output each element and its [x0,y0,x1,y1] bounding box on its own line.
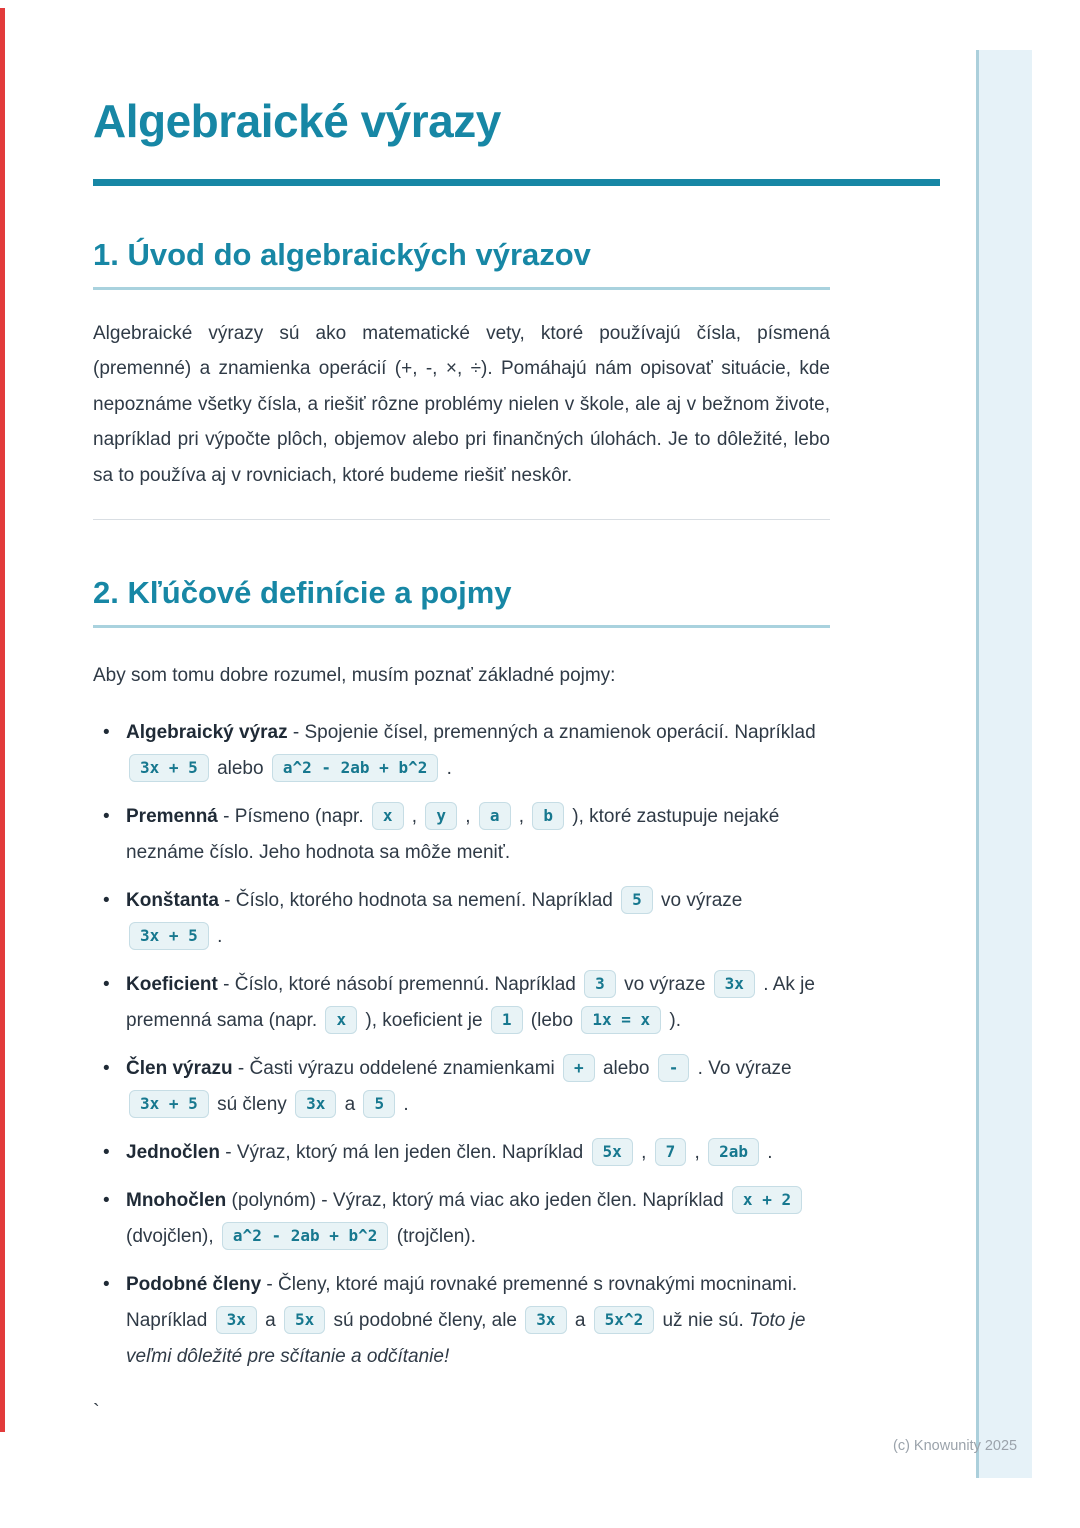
section-divider [93,519,830,520]
list-item [93,883,830,955]
segment-text: - Časti výrazu oddelené znamienkami [232,1058,561,1080]
segment-text: a [569,1310,591,1332]
code-chip: 5x [592,1138,633,1166]
segment-text: sú členy [211,1094,293,1116]
list-item [93,1267,830,1375]
segment-term: Premenná [126,806,218,828]
list-item [93,799,830,871]
list-item [93,967,830,1039]
segment-text: , [689,1142,706,1164]
list-item [93,1135,830,1171]
segment-italic: Toto je veľmi dôležité pre sčítanie a odčítanie! [126,1310,806,1368]
definitions-list [93,715,830,1375]
section-heading-1: 1. Úvod do algebraických výrazov [93,236,830,290]
segment-text: ). [664,1010,682,1032]
segment-text: . [441,758,452,780]
segment-text: , [460,806,476,828]
code-chip: 5x^2 [594,1306,655,1334]
segment-text: ), ktoré zastupuje nejaké neznáme číslo. Jeho hodnota sa môže meniť. [126,806,780,864]
definitions-intro: Aby som tomu dobre rozumel, musím poznať základné pojmy: [93,665,616,687]
code-chip: 3x [216,1306,257,1334]
segment-text: (trojčlen). [391,1226,476,1248]
list-item [93,1183,830,1255]
code-chip: 3x + 5 [129,1090,209,1118]
segment-text: - Číslo, ktorého hodnota sa nemení. Napríklad [218,890,619,912]
segment-text: - Spojenie čísel, premenných a znamienok operácií. Napríklad [287,722,816,744]
segment-text: (polynóm) - Výraz, ktorý má viac ako jeden člen. Napríklad [226,1190,729,1212]
segment-term: Podobné členy [126,1274,262,1296]
segment-text: , [406,806,423,828]
code-chip: 3x [295,1090,336,1118]
code-chip: x + 2 [732,1186,802,1214]
code-chip: - [658,1054,690,1082]
document-content [93,0,830,1424]
segment-text: (dvojčlen), [126,1226,219,1248]
code-chip: x [372,802,404,830]
code-chip: a^2 - 2ab + b^2 [272,754,439,782]
code-chip: 5 [621,886,653,914]
section-heading-2: 2. Kľúčové definície a pojmy [93,574,830,628]
stray-backtick: ` [93,1401,100,1424]
code-chip: b [532,802,564,830]
title-rule [93,179,940,186]
segment-text: a [259,1310,281,1332]
segment-text: alebo [597,1058,655,1080]
code-chip: 3x + 5 [129,922,209,950]
list-item [93,1051,830,1123]
code-chip: 3x [525,1306,566,1334]
segment-text: alebo [211,758,269,780]
segment-text: , [513,806,530,828]
segment-text: sú podobné členy, ale [328,1310,523,1332]
code-chip: 7 [655,1138,687,1166]
code-chip: 2ab [708,1138,759,1166]
segment-text: už nie sú. [657,1310,750,1332]
segment-text: - Písmeno (napr. [217,806,369,828]
segment-term: Jednočlen [126,1142,220,1164]
segment-text: ), koeficient je [360,1010,488,1032]
segment-text: - Členy, ktoré majú rovnaké premenné s rovnakými mocninami. Napríklad [126,1274,798,1332]
segment-text: vo výraze [655,890,743,912]
segment-text: vo výraze [618,974,711,996]
segment-text: - Číslo, ktoré násobí premennú. Napríklad [217,974,582,996]
segment-term: Mnohočlen [126,1190,227,1212]
intro-paragraph: Algebraické výrazy sú ako matematické vety, ktoré používajú čísla, písmená (premenné) a znamienka operácií (+, -, ×, ÷). Pomáhajú nám opisovať situácie, kde nepoznáme všetky čísla, a riešiť rôzne problémy nielen v škole, ale aj v bežnom živote, napríklad pri výpočte plôch, objemov alebo pri finančných úlohách. Je to dôležité, lebo sa to používa aj v rovniciach, ktoré budeme riešiť neskôr. [93,322,830,486]
red-edge-line [0,8,5,1432]
code-chip: 1x = x [581,1006,661,1034]
segment-text: (lebo [525,1010,579,1032]
code-chip: 3x [714,970,755,998]
code-chip: 3 [584,970,616,998]
segment-text: . [398,1094,409,1116]
copyright-note: (c) Knowunity 2025 [893,1438,1018,1454]
page-title: Algebraické výrazy [93,95,501,147]
code-chip: 1 [491,1006,523,1034]
segment-term: Algebraický výraz [126,722,288,744]
code-chip: 3x + 5 [129,754,209,782]
code-chip: 5x [284,1306,325,1334]
right-margin-bar [976,50,1032,1478]
code-chip: a [479,802,511,830]
segment-term: Člen výrazu [126,1058,233,1080]
segment-text: . [762,1142,773,1164]
code-chip: a^2 - 2ab + b^2 [222,1222,389,1250]
code-chip: 5 [363,1090,395,1118]
segment-text: . Ak je premenná sama (napr. [126,974,815,1032]
list-item [93,715,830,787]
segment-text: , [635,1142,652,1164]
segment-term: Koeficient [126,974,218,996]
segment-term: Konštanta [126,890,219,912]
code-chip: y [425,802,457,830]
segment-text: - Výraz, ktorý má len jeden člen. Napríklad [219,1142,589,1164]
code-chip: + [563,1054,595,1082]
segment-text: . [211,926,223,948]
segment-text: a [339,1094,361,1116]
segment-text: . Vo výraze [692,1058,792,1080]
code-chip: x [325,1006,357,1034]
